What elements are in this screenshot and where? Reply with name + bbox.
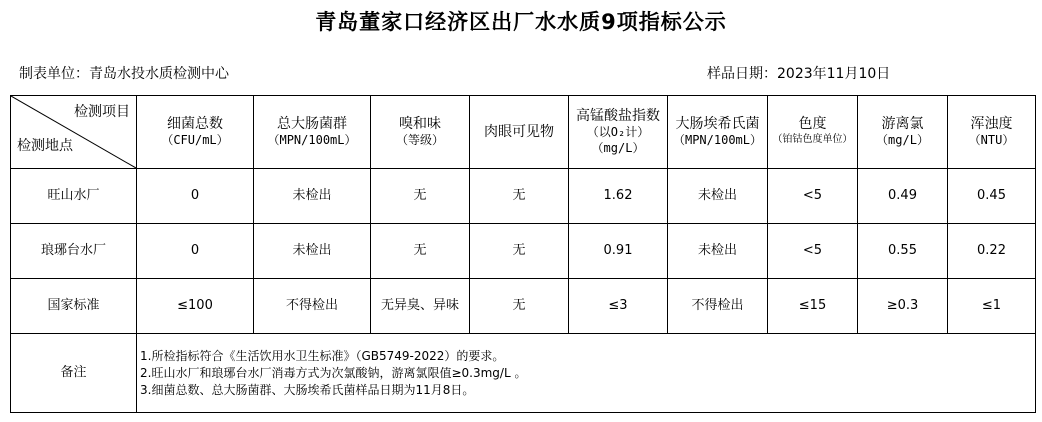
notes-cell [137,334,1036,413]
header-cell [668,96,768,169]
header-name: 浑浊度 [970,116,1013,132]
header-cell [948,96,1036,169]
header-unit: （MPN/100mL） [267,133,357,147]
note-line: 1.所检指标符合《生活饮用水卫生标准》（GB5749-2022）的要求。 [140,348,505,363]
header-name: 嗅和味 [399,116,441,132]
site-cell: 国家标准 [11,279,137,334]
header-cell [768,96,858,169]
header-name: 细菌总数 [167,116,223,132]
header-cell [371,96,470,169]
header-cell [137,96,254,169]
value-cell: ≤3 [569,279,668,334]
header-unit: （mg/L） [876,133,929,147]
water-quality-table [10,95,1036,413]
header-unit: （mg/L） [591,141,645,155]
value-cell: 0.22 [948,224,1036,279]
value-cell: 未检出 [254,224,371,279]
notes-label: 备注 [11,334,137,413]
value-cell: 0.91 [569,224,668,279]
note-line: 2.旺山水厂和琅琊台水厂消毒方式为次氯酸钠，游离氯限值≥0.3mg/L 。 [140,365,527,380]
value-cell: 0 [137,169,254,224]
table-row [11,169,1036,224]
header-unit: （NTU） [968,133,1015,147]
value-cell: ≤100 [137,279,254,334]
value-cell: 无 [470,279,569,334]
header-cell [254,96,371,169]
value-cell: <5 [768,169,858,224]
value-cell: 不得检出 [668,279,768,334]
corner-label-item: 检测项目 [74,104,130,120]
header-cell [858,96,948,169]
value-cell: <5 [768,224,858,279]
header-unit: （MPN/100mL） [672,133,763,147]
header-unit: （以O₂计） [586,125,650,139]
value-cell: 不得检出 [254,279,371,334]
table-row [11,224,1036,279]
value-cell: ≤15 [768,279,858,334]
value-cell: 无 [371,224,470,279]
value-cell: ≥0.3 [858,279,948,334]
header-name: 总大肠菌群 [277,116,347,132]
header-name: 游离氯 [881,116,924,132]
issuing-unit: 制表单位：青岛水投水质检测中心 [19,66,229,82]
header-row [11,96,1036,169]
value-cell: 无 [371,169,470,224]
header-cell [470,96,569,169]
site-cell: 琅琊台水厂 [11,224,137,279]
value-cell: 0 [137,224,254,279]
value-cell: 0.55 [858,224,948,279]
site-cell: 旺山水厂 [11,169,137,224]
value-cell: 未检出 [254,169,371,224]
value-cell: 无 [470,224,569,279]
value-cell: 无异臭、异味 [371,279,470,334]
header-unit: （铂钴色度单位） [772,134,853,145]
value-cell: 0.49 [858,169,948,224]
header-unit: （CFU/mL） [161,133,229,147]
value-cell: 0.45 [948,169,1036,224]
value-cell: ≤1 [948,279,1036,334]
header-name: 大肠埃希氏菌 [675,116,760,132]
header-cell [569,96,668,169]
header-name: 肉眼可见物 [484,124,554,140]
header-unit: （等级） [395,133,444,147]
note-line: 3.细菌总数、总大肠菌群、大肠埃希氏菌样品日期为11月8日。 [140,382,475,397]
corner-header-cell [11,96,137,169]
header-name: 色度 [798,116,827,132]
table-row [11,279,1036,334]
header-name: 高锰酸盐指数 [576,108,660,124]
value-cell: 无 [470,169,569,224]
value-cell: 未检出 [668,224,768,279]
notes-row [11,334,1036,413]
page-title: 青岛董家口经济区出厂水水质9项指标公示 [315,10,727,34]
corner-label-site: 检测地点 [17,138,73,154]
value-cell: 1.62 [569,169,668,224]
value-cell: 未检出 [668,169,768,224]
sample-date: 样品日期：2023年11月10日 [707,66,891,82]
